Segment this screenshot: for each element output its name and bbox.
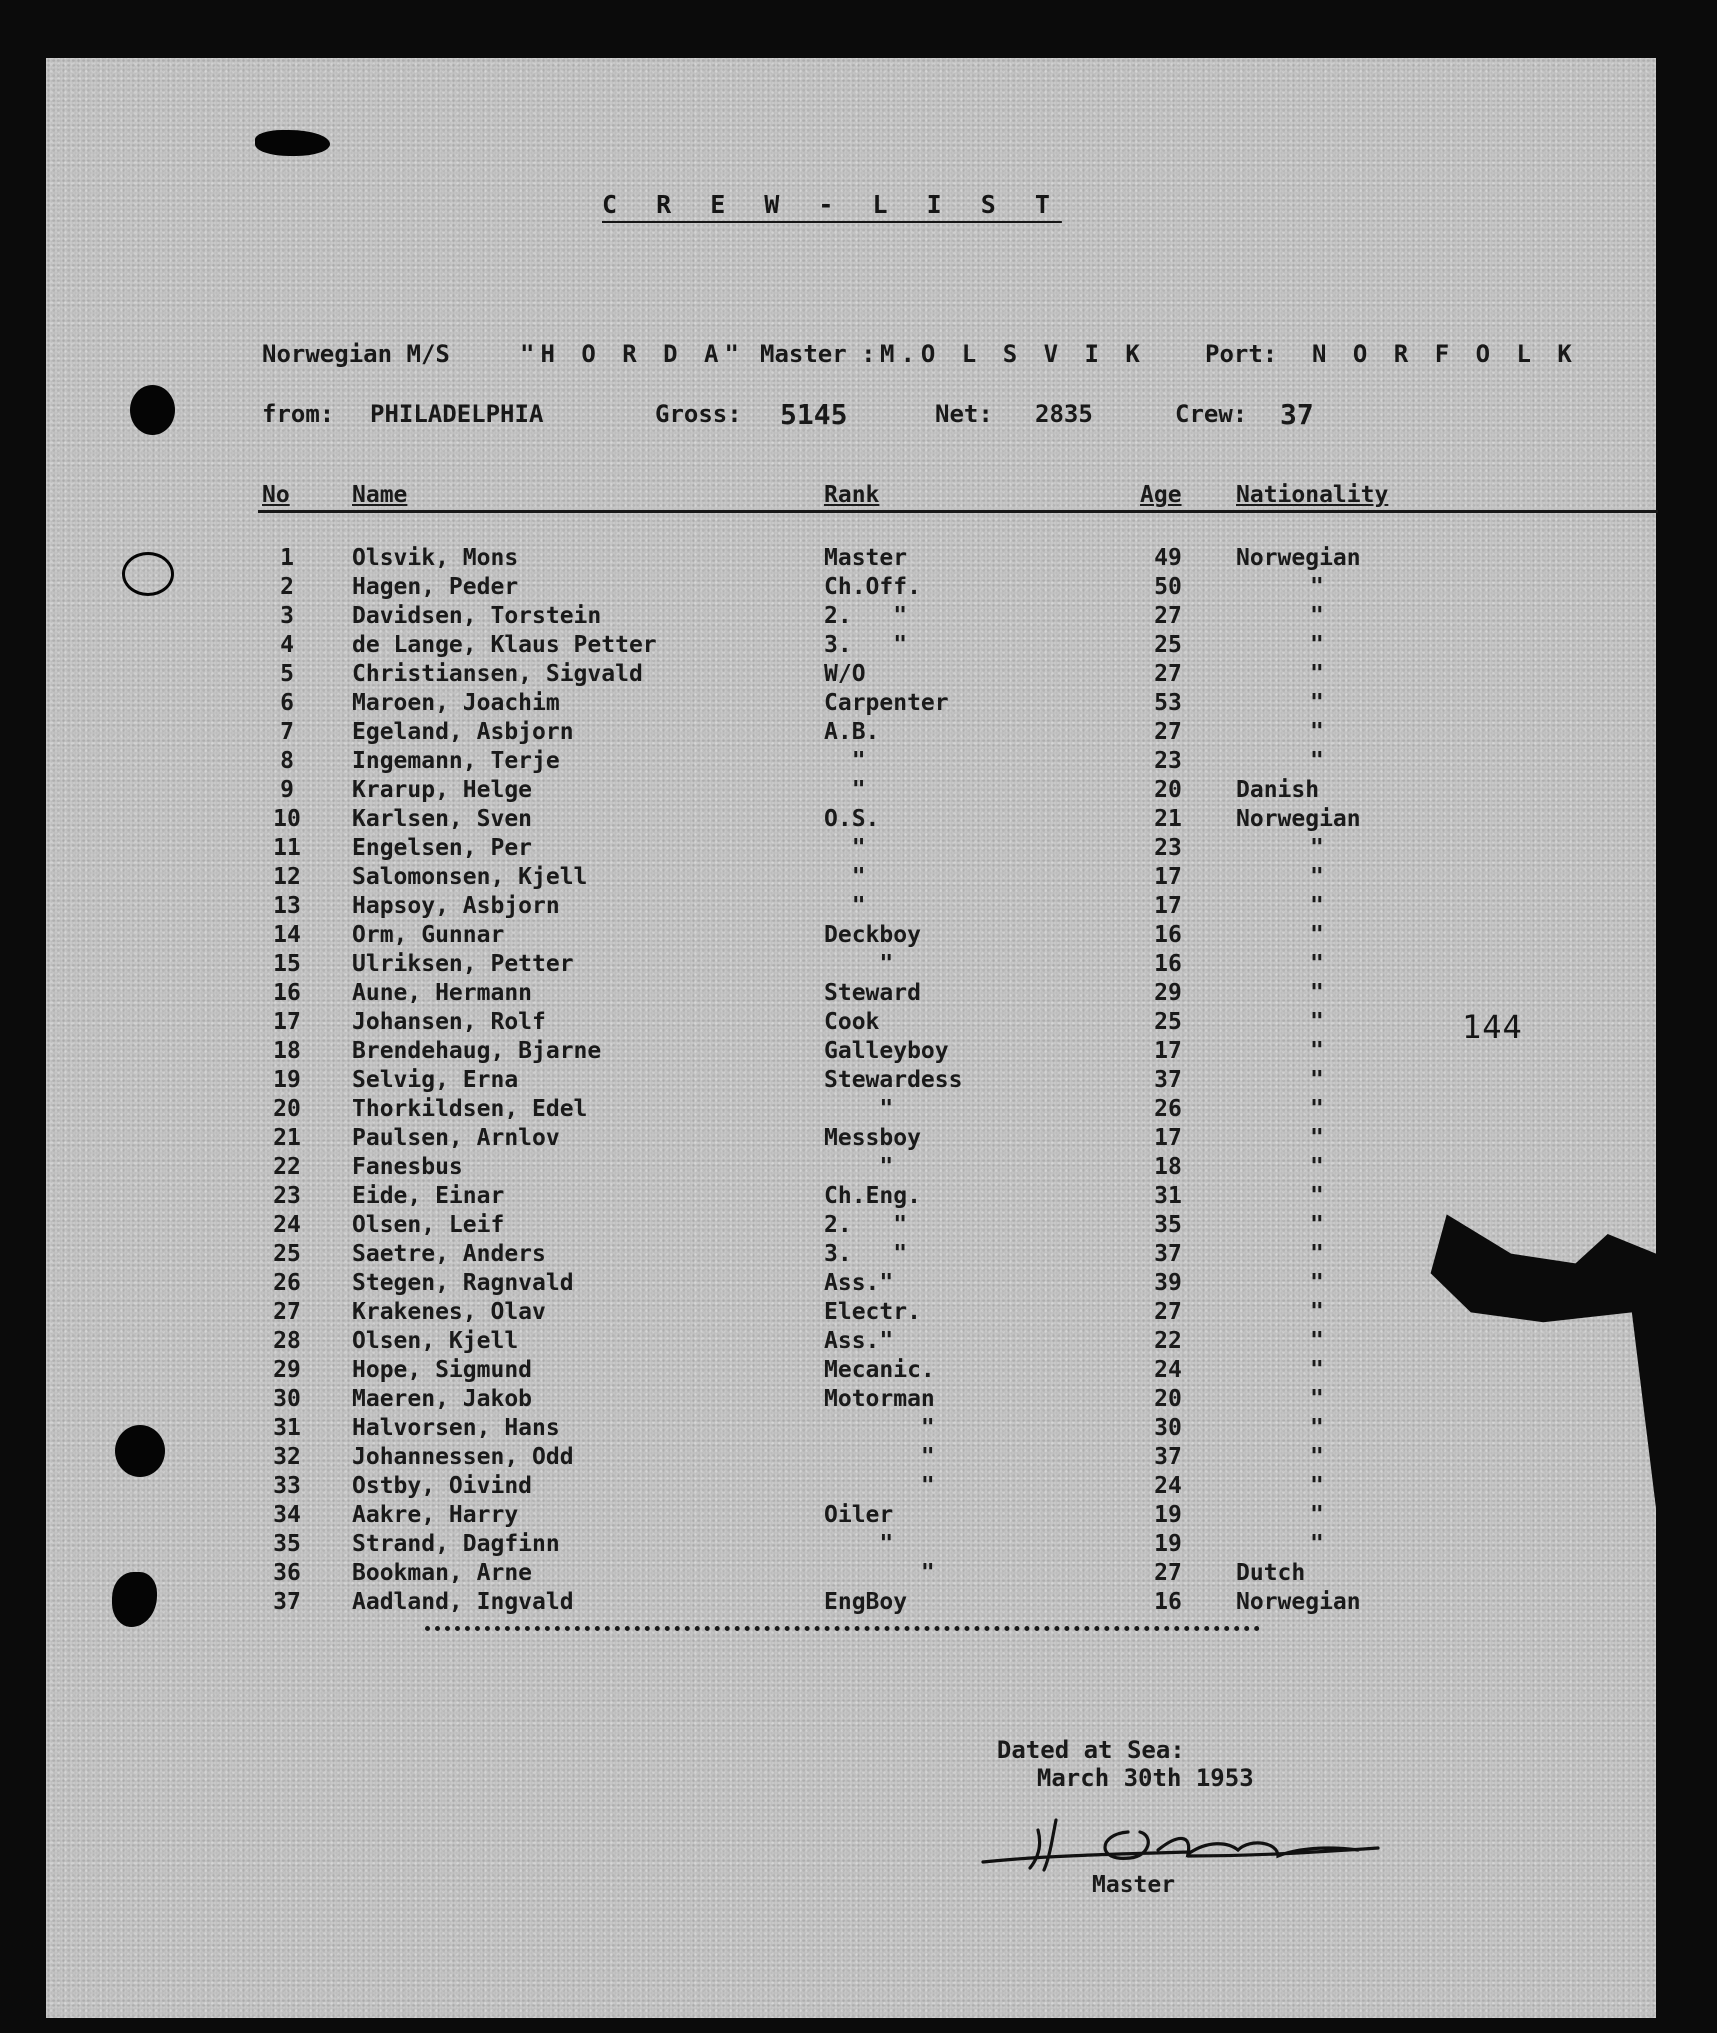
crew-nationality: " [1310,1241,1324,1267]
header-no: No [262,482,290,508]
crew-age: 23 [1154,748,1182,774]
crew-age: 16 [1154,951,1182,977]
crew-age: 31 [1154,1183,1182,1209]
crew-no: 9 [280,777,294,803]
crew-rank: Deckboy [824,922,921,948]
crew-nationality: " [1310,1328,1324,1354]
crew-nationality: " [1310,835,1324,861]
crew-name: Hapsoy, Asbjorn [352,893,560,919]
from-port: PHILADELPHIA [370,400,544,428]
crew-no: 36 [273,1560,301,1586]
dated-line [968,1708,1254,1792]
crew-name: Paulsen, Arnlov [352,1125,560,1151]
crew-name: Stegen, Ragnvald [352,1270,574,1296]
crew-age: 17 [1154,1125,1182,1151]
header-age: Age [1140,482,1182,508]
crew-name: Johannessen, Odd [352,1444,574,1470]
crew-rank: " [824,1473,935,1499]
crew-nationality: " [1310,1415,1324,1441]
crew-rank: 3. " [824,632,908,658]
punch-hole [255,130,330,156]
signature-role: Master [1092,1872,1176,1898]
crew-age: 37 [1154,1444,1182,1470]
crew-age: 25 [1154,1009,1182,1035]
crew-age: 17 [1154,864,1182,890]
crew-nationality: " [1310,864,1324,890]
crew-nationality: Norwegian [1236,806,1361,832]
table-row [0,1502,1717,1531]
crew-age: 17 [1154,1038,1182,1064]
crew-no: 20 [273,1096,301,1122]
crew-no: 5 [280,661,294,687]
table-row [0,893,1717,922]
crew-no: 1 [280,545,294,571]
crew-no: 15 [273,951,301,977]
table-row [0,1154,1717,1183]
crew-nationality: " [1310,690,1324,716]
crew-rank: Ass." [824,1270,894,1296]
crew-no: 4 [280,632,294,658]
crew-nationality: " [1310,1386,1324,1412]
crew-nationality: " [1310,748,1324,774]
crew-name: Eide, Einar [352,1183,505,1209]
crew-rank: Galleyboy [824,1038,949,1064]
crew-age: 27 [1154,661,1182,687]
crew-name: Thorkildsen, Edel [352,1096,588,1122]
vessel-type: Norwegian M/S [262,340,450,368]
crew-no: 34 [273,1502,301,1528]
crew-rank: O.S. [824,806,880,832]
table-row [0,1357,1717,1386]
crew-rank: " [824,1560,935,1586]
crew-nationality: " [1310,980,1324,1006]
crew-no: 22 [273,1154,301,1180]
crew-no: 3 [280,603,294,629]
crew-no: 31 [273,1415,301,1441]
crew-nationality: " [1310,951,1324,977]
crew-age: 35 [1154,1212,1182,1238]
crew-rank: Ch.Off. [824,574,921,600]
table-row [0,864,1717,893]
crew-rank: Oiler [824,1502,894,1528]
crew-name: Ostby, Oivind [352,1473,533,1499]
crew-no: 37 [273,1589,301,1615]
crew-rank: Carpenter [824,690,949,716]
crew-age: 21 [1154,806,1182,832]
crew-rank: EngBoy [824,1589,908,1615]
crew-name: Strand, Dagfinn [352,1531,560,1557]
crew-no: 26 [273,1270,301,1296]
crew-name: Halvorsen, Hans [352,1415,560,1441]
crew-name: Davidsen, Torstein [352,603,602,629]
crew-no: 32 [273,1444,301,1470]
crew-no: 35 [273,1531,301,1557]
crew-nationality: Danish [1236,777,1320,803]
crew-nationality: " [1310,893,1324,919]
crew-rank: 2. " [824,1212,908,1238]
crew-name: Orm, Gunnar [352,922,505,948]
crew-age: 19 [1154,1531,1182,1557]
table-row [0,1299,1717,1328]
crew-nationality: " [1310,632,1324,658]
crew-rank: 2. " [824,603,908,629]
crew-rank: " [824,893,866,919]
crew-no: 6 [280,690,294,716]
crew-age: 18 [1154,1154,1182,1180]
table-row [0,1125,1717,1154]
crew-name: Selvig, Erna [352,1067,519,1093]
crew-nationality: " [1310,1357,1324,1383]
crew-age: 29 [1154,980,1182,1006]
crew-name: Engelsen, Per [352,835,533,861]
crew-rank: " [824,777,866,803]
table-row [0,1473,1717,1502]
crew-age: 53 [1154,690,1182,716]
port-name: N O R F O L K [1312,340,1578,368]
page-stamp-number: 144 [1462,1008,1523,1046]
crew-nationality: Norwegian [1236,545,1361,571]
dated-label: Dated at Sea: [996,1736,1185,1764]
crew-age: 17 [1154,893,1182,919]
master-name: M.O L S V I K [880,340,1146,368]
table-row [0,980,1717,1009]
crew-no: 21 [273,1125,301,1151]
crew-name: Karlsen, Sven [352,806,533,832]
crew-no: 14 [273,922,301,948]
crew-no: 13 [273,893,301,919]
crew-no: 18 [273,1038,301,1064]
crew-rank: W/O [824,661,866,687]
crew-name: Johansen, Rolf [352,1009,546,1035]
crew-age: 27 [1154,603,1182,629]
crew-no: 24 [273,1212,301,1238]
crew-rank: Messboy [824,1125,921,1151]
crew-no: 30 [273,1386,301,1412]
crew-nationality: " [1310,1067,1324,1093]
document-title: C R E W - L I S T [602,190,1062,219]
crew-no: 29 [273,1357,301,1383]
crew-nationality: " [1310,1444,1324,1470]
crew-nationality: " [1310,1531,1324,1557]
table-row [0,951,1717,980]
table-row [0,719,1717,748]
crew-age: 37 [1154,1067,1182,1093]
master-signature [978,1790,1388,1880]
crew-age: 25 [1154,632,1182,658]
table-row [0,661,1717,690]
crew-label: Crew: [1175,400,1248,428]
crew-nationality: " [1310,1473,1324,1499]
table-row [0,574,1717,603]
crew-no: 11 [273,835,301,861]
crew-name: Salomonsen, Kjell [352,864,588,890]
table-row [0,806,1717,835]
table-row [0,632,1717,661]
crew-name: Maroen, Joachim [352,690,560,716]
table-row [0,1067,1717,1096]
crew-rank: Ass." [824,1328,894,1354]
crew-nationality: " [1310,661,1324,687]
table-row [0,1560,1717,1589]
crew-no: 12 [273,864,301,890]
crew-name: Hope, Sigmund [352,1357,533,1383]
crew-no: 2 [280,574,294,600]
crew-nationality: " [1310,922,1324,948]
crew-name: Ulriksen, Petter [352,951,574,977]
crew-nationality: " [1310,1270,1324,1296]
crew-no: 19 [273,1067,301,1093]
crew-nationality: Dutch [1236,1560,1306,1586]
crew-name: Brendehaug, Bjarne [352,1038,602,1064]
crew-rank: " [824,748,866,774]
crew-rank: Mecanic. [824,1357,935,1383]
crew-name: Fanesbus [352,1154,463,1180]
table-row [0,1270,1717,1299]
crew-name: Olsen, Kjell [352,1328,519,1354]
crew-age: 30 [1154,1415,1182,1441]
crew-rank: Cook [824,1009,880,1035]
table-row [0,603,1717,632]
crew-nationality: " [1310,1502,1324,1528]
crew-nationality: Norwegian [1236,1589,1361,1615]
crew-age: 16 [1154,1589,1182,1615]
crew-age: 26 [1154,1096,1182,1122]
crew-nationality: " [1310,1125,1324,1151]
port-label: Port: [1205,340,1278,368]
table-row [0,777,1717,806]
crew-nationality: " [1310,1038,1324,1064]
from-label: from: [262,400,335,428]
table-row [0,835,1717,864]
crew-age: 27 [1154,719,1182,745]
table-row [0,1038,1717,1067]
crew-nationality: " [1310,1009,1324,1035]
crew-name: Aadland, Ingvald [352,1589,574,1615]
crew-name: de Lange, Klaus Petter [352,632,657,658]
crew-nationality: " [1310,1183,1324,1209]
header-rank: Rank [824,482,880,508]
crew-rank: " [824,1154,894,1180]
crew-rank: Stewardess [824,1067,963,1093]
crew-rank: Ch.Eng. [824,1183,921,1209]
gross-label: Gross: [655,400,742,428]
crew-count: 37 [1280,398,1314,431]
crew-age: 24 [1154,1357,1182,1383]
crew-name: Maeren, Jakob [352,1386,533,1412]
table-row [0,1386,1717,1415]
table-row [0,748,1717,777]
crew-rank: Master [824,545,908,571]
master-label: Master : [760,340,876,368]
table-row [0,1096,1717,1125]
crew-name: Krarup, Helge [352,777,533,803]
crew-no: 28 [273,1328,301,1354]
net-tonnage: 2835 [1035,400,1093,428]
table-row [0,1328,1717,1357]
crew-name: Saetre, Anders [352,1241,546,1267]
crew-rank: " [824,864,866,890]
crew-name: Christiansen, Sigvald [352,661,643,687]
crew-no: 10 [273,806,301,832]
crew-name: Aakre, Harry [352,1502,519,1528]
table-row [0,1531,1717,1560]
crew-age: 22 [1154,1328,1182,1354]
crew-name: Ingemann, Terje [352,748,560,774]
dated-date: March 30th 1953 [1036,1764,1254,1792]
crew-no: 25 [273,1241,301,1267]
punch-hole [130,385,175,435]
crew-rank: A.B. [824,719,880,745]
crew-rank: 3. " [824,1241,908,1267]
table-row [0,922,1717,951]
table-row [0,1009,1717,1038]
crew-no: 33 [273,1473,301,1499]
crew-age: 19 [1154,1502,1182,1528]
crew-age: 49 [1154,545,1182,571]
crew-age: 24 [1154,1473,1182,1499]
table-row [0,1444,1717,1473]
table-row [0,1212,1717,1241]
crew-rank: " [824,1415,935,1441]
crew-rank: Electr. [824,1299,921,1325]
crew-nationality: " [1310,1212,1324,1238]
crew-age: 23 [1154,835,1182,861]
crew-no: 27 [273,1299,301,1325]
vessel-name: "H O R D A" [520,340,745,368]
crew-nationality: " [1310,574,1324,600]
crew-table-body [0,545,1717,1618]
crew-nationality: " [1310,719,1324,745]
crew-rank: Steward [824,980,921,1006]
crew-age: 37 [1154,1241,1182,1267]
table-row [0,690,1717,719]
crew-age: 50 [1154,574,1182,600]
crew-rank: " [824,1444,935,1470]
net-label: Net: [935,400,993,428]
crew-nationality: " [1310,1299,1324,1325]
crew-no: 16 [273,980,301,1006]
crew-age: 27 [1154,1560,1182,1586]
crew-rank: " [824,1096,894,1122]
crew-no: 8 [280,748,294,774]
crew-age: 20 [1154,777,1182,803]
crew-age: 39 [1154,1270,1182,1296]
crew-name: Hagen, Peder [352,574,519,600]
crew-age: 20 [1154,1386,1182,1412]
crew-no: 7 [280,719,294,745]
crew-name: Bookman, Arne [352,1560,533,1586]
crew-name: Olsvik, Mons [352,545,519,571]
crew-nationality: " [1310,1096,1324,1122]
table-end-dotted-rule [425,1626,1260,1631]
crew-name: Aune, Hermann [352,980,533,1006]
table-row [0,545,1717,574]
table-row [0,1415,1717,1444]
crew-name: Egeland, Asbjorn [352,719,574,745]
crew-name: Olsen, Leif [352,1212,505,1238]
crew-no: 17 [273,1009,301,1035]
crew-name: Krakenes, Olav [352,1299,546,1325]
header-name: Name [352,482,408,508]
table-row [0,1183,1717,1212]
crew-rank: Motorman [824,1386,935,1412]
table-row [0,1589,1717,1618]
gross-tonnage: 5145 [780,398,848,431]
table-row [0,1241,1717,1270]
crew-age: 27 [1154,1299,1182,1325]
crew-nationality: " [1310,1154,1324,1180]
crew-rank: " [824,835,866,861]
crew-age: 16 [1154,922,1182,948]
header-nationality: Nationality [1236,482,1389,508]
crew-rank: " [824,951,894,977]
crew-nationality: " [1310,603,1324,629]
crew-rank: " [824,1531,894,1557]
crew-no: 23 [273,1183,301,1209]
header-rule [258,510,1658,513]
